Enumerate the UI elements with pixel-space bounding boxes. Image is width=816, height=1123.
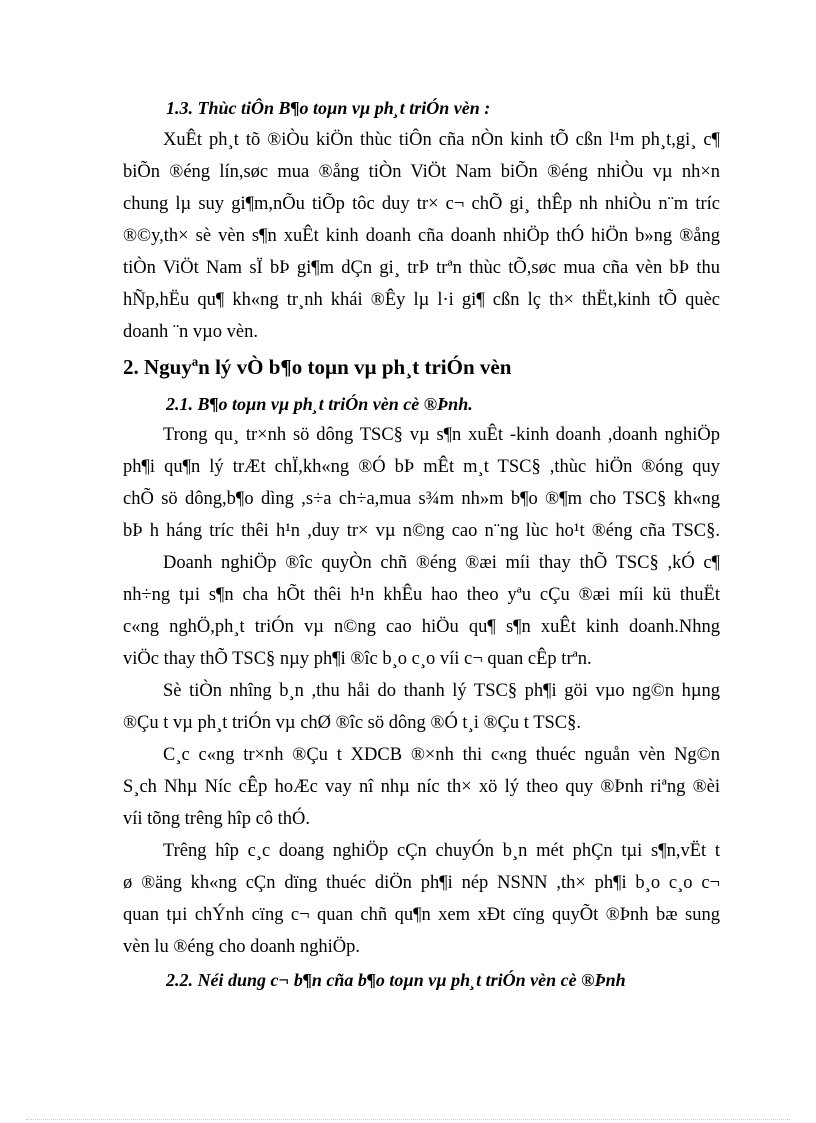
paragraph-line: ®Çu t vµ ph¸t triÓn vµ chØ ®îc sö dông ®Ó t¸i ®Çu t TSC§. [123,713,581,733]
paragraph-line: hÑp,hËu qu¶ kh«ng tr¸nh khái ®Êy lµ l·i gi¶ cßn lç th× thËt,kinh tÕ quèc [123,290,720,310]
paragraph-line: Trêng hîp c¸c doang nghiÖp cÇn chuyÓn b¸n mét phÇn tµi s¶n,vËt t [163,841,720,861]
paragraph-line: bÞ h háng tríc thêi h¹n ,duy tr× vµ n©ng cao n¨ng lùc ho¹t ®éng cña TSC§. [123,521,720,541]
paragraph-line: Doanh nghiÖp ®îc quyÒn chñ ®éng ®æi míi thay thÕ TSC§ ,kÓ c¶ [163,553,720,573]
paragraph-line: S¸ch Nhµ Níc cÊp hoÆc vay nî nhµ níc th× xö lý theo quy ®Þnh riªng ®èi [123,777,720,797]
paragraph-line: ph¶i qu¶n lý trÆt chÏ,kh«ng ®Ó bÞ mÊt m¸t TSC§ ,thùc hiÖn ®óng quy [123,457,720,477]
paragraph-line: ®©y,th× sè vèn s¶n xuÊt kinh doanh cña doanh nhiÖp thÓ hiÖn b»ng ®ång [123,226,720,246]
paragraph-line: C¸c c«ng tr×nh ®Çu t XDCB ®×nh thi c«ng thuéc nguån vèn Ng©n [163,745,720,765]
paragraph-line: nh÷ng tµi s¶n cha hÕt thêi h¹n khÊu hao theo yªu cÇu ®æi míi kü thuËt [123,585,720,605]
paragraph-line: vèn lu ®éng cho doanh nghiÖp. [123,937,361,957]
paragraph-line: Trong qu¸ tr×nh sö dông TSC§ vµ s¶n xuÊt -kinh doanh ,doanh nghiÖp [163,425,720,445]
paragraph-line: XuÊt ph¸t tõ ®iÒu kiÖn thùc tiÔn cña nÒn kinh tÕ cßn l¹m ph¸t,gi¸ c¶ [163,130,720,150]
paragraph-line: biÕn ®éng lín,søc mua ®ång tiÒn ViÖt Nam biÕn ®éng nhiÒu vµ nh×n [123,162,720,182]
section-2-1-heading: 2.1. B¶o toµn vµ ph¸t triÓn vèn cè ®Þnh. [166,394,473,414]
paragraph-line: c«ng nghÖ,ph¸t triÓn vµ n©ng cao hiÖu qu¶ s¶n xuÊt kinh doanh.Nhng [123,617,720,637]
paragraph-line: viÖc thay thÕ TSC§ nµy ph¶i ®îc b¸o c¸o víi c¬ quan cÊp trªn. [123,649,592,669]
section-1-3-heading: 1.3. Thùc tiÔn B¶o toµn vµ ph¸t triÓn vèn : [166,98,491,118]
paragraph-line: víi tõng trêng hîp cô thÓ. [123,809,311,829]
paragraph-line: chÕ sö dông,b¶o dìng ,s÷a ch÷a,mua s¾m nh»m b¶o ®¶m cho TSC§ kh«ng [123,489,720,509]
paragraph-line: quan tµi chÝnh cïng c¬ quan chñ qu¶n xem xÐt cïng quyÕt ®Þnh bæ sung [123,905,720,925]
section-2-2-heading: 2.2. Néi dung c¬ b¶n cña b¶o toµn vµ ph¸t triÓn vèn cè ®Þnh [166,970,626,990]
page-bottom-divider [26,1119,790,1120]
paragraph-line: tiÒn ViÖt Nam sÏ bÞ gi¶m dÇn gi¸ trÞ trªn thùc tÕ,søc mua cña vèn bÞ thu [123,258,720,278]
paragraph-line: chung lµ suy gi¶m,nÕu tiÕp tôc duy tr× c¬ chÕ gi¸ thÊp nh nhiÒu n¨m tríc [123,194,720,214]
paragraph-line: doanh ¨n vµo vèn. [123,322,258,342]
section-2-heading: 2. Nguyªn lý vÒ b¶o toµn vµ ph¸t triÓn vèn [123,355,512,379]
paragraph-line: ø ®äng kh«ng cÇn dïng thuéc diÖn ph¶i nép NSNN ,th× ph¶i b¸o c¸o c¬ [123,873,720,893]
paragraph-line: Sè tiÒn nhîng b¸n ,thu håi do thanh lý TSC§ ph¶i göi vµo ng©n hµng [163,681,720,701]
